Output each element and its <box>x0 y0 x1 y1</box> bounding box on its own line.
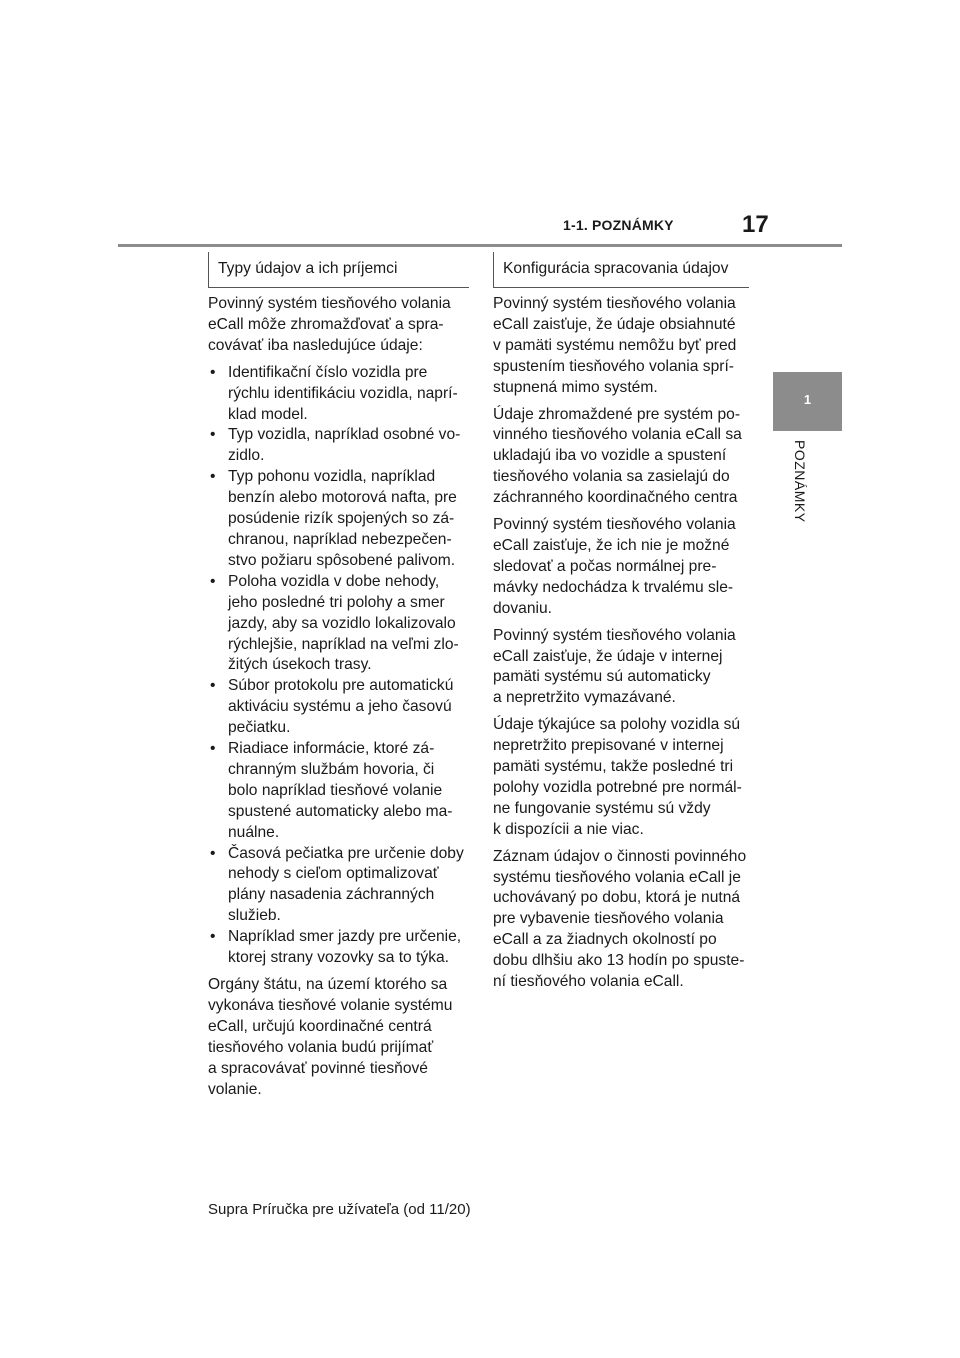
chapter-side-label: POZNÁMKY <box>792 440 808 523</box>
text-line: dovaniu. <box>493 599 552 617</box>
text-line: uchovávaný po dobu, ktorá je nutná <box>493 889 741 907</box>
text-line: chranou, napríklad nebezpečen- <box>228 530 452 548</box>
footer-manual-title: Supra Príručka pre užívateľa (od 11/20) <box>208 1201 471 1218</box>
text-line: Orgány štátu, na území ktorého sa <box>208 976 448 993</box>
paragraph <box>493 715 755 840</box>
text-line: nehody s cieľom optimalizovať <box>228 865 439 883</box>
page-number: 17 <box>742 211 769 238</box>
left-closing-paragraph <box>208 975 470 1100</box>
text-line: systému tiesňového volania eCall je <box>493 868 741 886</box>
text-line: vinného tiesňového volania eCall sa <box>493 426 742 444</box>
chapter-tab <box>773 372 842 431</box>
text-line: benzín alebo motorová nafta, pre <box>228 489 457 507</box>
text-line: vykonáva tiesňové volanie systému <box>208 996 453 1014</box>
text-line: eCall zaisťuje, že údaje obsiahnuté <box>493 315 736 333</box>
text-line: dobu dlhšiu ako 13 hodín po spuste- <box>493 952 745 970</box>
text-line: covávať iba nasledujúce údaje: <box>208 336 423 354</box>
text-line: tiesňového volania sa zasielajú do <box>493 468 730 486</box>
list-item <box>208 844 470 928</box>
text-line: pamäti systému sú automaticky <box>493 668 711 686</box>
text-line: rýchlu identifikáciu vozidla, naprí- <box>228 384 458 402</box>
paragraph <box>493 515 755 620</box>
text-line: • Poloha vozidla v dobe nehody, <box>228 572 440 590</box>
text-line: Údaje týkajúce sa polohy vozidla sú <box>493 716 741 734</box>
text-line: stvo požiaru spôsobené palivom. <box>228 551 456 569</box>
text-line: chranným službám hovoria, či <box>228 760 435 778</box>
data-types-list <box>208 363 470 969</box>
paragraph <box>493 294 755 399</box>
left-intro-paragraph <box>208 294 470 357</box>
text-line: posúdenie rizík spojených so zá- <box>228 510 455 528</box>
text-line: • Súbor protokolu pre automatickú <box>228 677 454 695</box>
text-line: eCall zaisťuje, že údaje v internej <box>493 647 723 665</box>
text-line: k dispozícii a nie viac. <box>493 820 644 838</box>
header-rule <box>118 244 842 247</box>
list-item <box>208 363 470 426</box>
text-line: Povinný systém tiesňového volania <box>493 626 736 644</box>
text-line: plány nasadenia záchranných <box>228 886 435 904</box>
text-line: pamäti systému, takže posledné tri <box>493 758 734 776</box>
text-line: zidlo. <box>228 447 265 465</box>
text-line: klad model. <box>228 405 308 423</box>
text-line: • Riadiace informácie, ktoré zá- <box>228 740 435 758</box>
text-line: aktiváciu systému a jeho časovú <box>228 698 452 716</box>
list-item <box>208 676 470 739</box>
list-item <box>208 467 470 572</box>
left-column <box>208 252 470 1106</box>
text-line: nuálne. <box>228 823 280 841</box>
text-line: jazdy, aby sa vozidlo lokalizovalo <box>228 614 456 632</box>
text-line: rýchlejšie, napríklad na veľmi zlo- <box>228 635 459 653</box>
text-line: stupnená mimo systém. <box>493 378 658 396</box>
text-line: Povinný systém tiesňového volania <box>493 516 736 534</box>
text-line: spustené automaticky alebo ma- <box>228 802 453 820</box>
text-line: a spracovávať povinné tiesňové <box>208 1059 428 1077</box>
right-column <box>493 252 755 999</box>
paragraph <box>493 626 755 710</box>
text-line: eCall zaisťuje, že ich nie je možné <box>493 536 730 554</box>
text-line: sledovať a počas normálnej pre- <box>493 557 717 575</box>
text-line: Povinný systém tiesňového volania <box>493 295 736 312</box>
text-line: služieb. <box>228 907 281 925</box>
right-paragraphs <box>493 294 755 993</box>
list-item <box>208 572 470 677</box>
text-line: žitých úsekoch trasy. <box>228 656 372 674</box>
text-line: • Časová pečiatka pre určenie doby <box>228 844 464 862</box>
text-line: tiesňového volania budú prijímať <box>208 1038 434 1056</box>
text-line: • Typ vozidla, napríklad osobné vo- <box>228 426 461 444</box>
text-line: volanie. <box>208 1080 262 1098</box>
left-subheading: Typy údajov a ich príjemci <box>208 252 469 288</box>
right-subheading: Konfigurácia spracovania údajov <box>493 252 749 288</box>
text-line: pre vybavenie tiesňového volania <box>493 910 724 928</box>
text-line: • Identifikační číslo vozidla pre <box>228 363 428 381</box>
text-line: v pamäti systému nemôžu byť pred <box>493 336 737 354</box>
text-line: jeho posledné tri polohy a smer <box>228 593 445 611</box>
text-line: ktorej strany vozovky sa to týka. <box>228 949 449 967</box>
text-line: polohy vozidla potrebné pre normál- <box>493 778 742 796</box>
text-line: mávky nedochádza k trvalému sle- <box>493 578 734 596</box>
list-item <box>208 927 470 969</box>
text-line: a nepretržito vymazávané. <box>493 689 676 707</box>
list-item <box>208 739 470 844</box>
text-line: záchranného koordinačného centra <box>493 489 738 507</box>
text-line: bolo napríklad tiesňové volanie <box>228 781 443 799</box>
text-line: spustením tiesňového volania sprí- <box>493 357 734 375</box>
text-line: ne fungovanie systému sú vždy <box>493 799 711 817</box>
text-line: pečiatku. <box>228 719 291 737</box>
chapter-tab-number: 1 <box>803 392 812 407</box>
text-line: • Napríklad smer jazdy pre určenie, <box>228 928 462 946</box>
header-section-title: 1-1. POZNÁMKY <box>563 217 674 233</box>
paragraph <box>493 847 755 993</box>
paragraph <box>493 405 755 510</box>
text-line: Záznam údajov o činnosti povinného <box>493 847 747 865</box>
text-line: eCall a za žiadnych okolností po <box>493 931 717 949</box>
list-item <box>208 425 470 467</box>
text-line: eCall môže zhromažďovať a spra- <box>208 315 444 333</box>
text-line: ukladajú iba vo vozidle a spustení <box>493 447 727 465</box>
text-line: • Typ pohonu vozidla, napríklad <box>228 468 436 486</box>
text-line: Povinný systém tiesňového volania <box>208 295 451 312</box>
text-line: nepretržito prepisované v internej <box>493 737 724 755</box>
text-line: eCall, určujú koordinačné centrá <box>208 1017 432 1035</box>
text-line: Údaje zhromaždené pre systém po- <box>493 405 741 423</box>
text-line: ní tiesňového volania eCall. <box>493 973 684 991</box>
